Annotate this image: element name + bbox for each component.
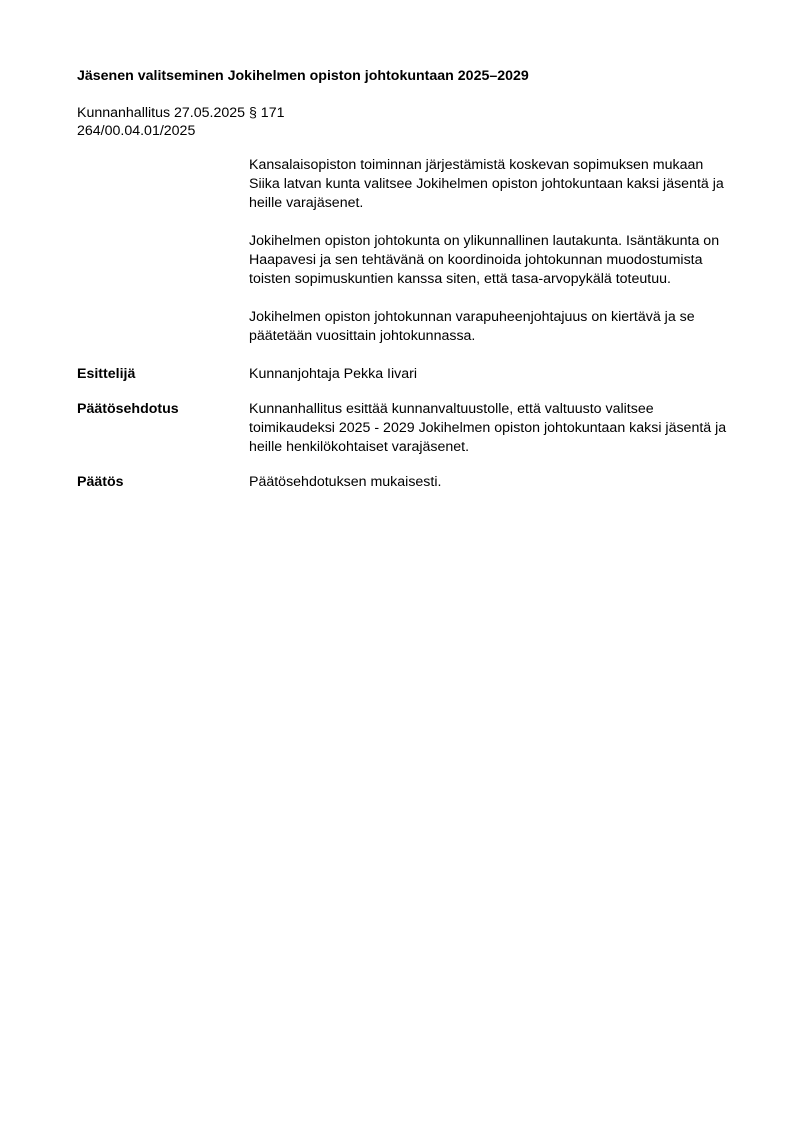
decision-label: Päätös	[77, 474, 124, 490]
description-text	[249, 156, 737, 346]
paragraph: Kansalaisopiston toiminnan järjestämistä koskevan sopimuksen mukaan Siika latvan kunta valitsee Jokihelmen opiston johtokuntaan kaksi jäsentä ja heille varajäsenet.	[249, 157, 724, 211]
decision-row	[77, 473, 737, 492]
paragraph: Jokihelmen opiston johtokunta on ylikunnallinen lautakunta. Isäntäkunta on Haapavesi ja sen tehtävänä on koordinoida johtokunnan muodostumista toisten sopimuskuntien kanssa siten, että tasa-arvopykälä toteutuu.	[249, 233, 720, 287]
decision-value: Päätösehdotuksen mukaisesti.	[249, 474, 442, 490]
meeting-reference: Kunnanhallitus 27.05.2025 § 171	[77, 105, 285, 121]
meeting-meta	[77, 104, 737, 140]
case-number: 264/00.04.01/2025	[77, 123, 196, 139]
presenter-label: Esittelijä	[77, 366, 136, 382]
presenter-value: Kunnanjohtaja Pekka Iivari	[249, 366, 417, 382]
document-page	[77, 66, 737, 508]
document-title: Jäsenen valitseminen Jokihelmen opiston johtokuntaan 2025–2029	[77, 68, 529, 84]
proposal-row	[77, 400, 737, 457]
paragraph: Jokihelmen opiston johtokunnan varapuheenjohtajuus on kiertävä ja se päätetään vuosittain johtokunnassa.	[249, 309, 695, 344]
proposal-label: Päätösehdotus	[77, 401, 179, 417]
proposal-value: Kunnanhallitus esittää kunnanvaltuustolle, että valtuusto valitsee toimikaudeksi 2025 - 2029 Jokihelmen opiston johtokuntaan kaksi jäsentä ja heille henkilökohtaiset varajäsenet.	[249, 401, 727, 455]
presenter-row	[77, 365, 737, 384]
